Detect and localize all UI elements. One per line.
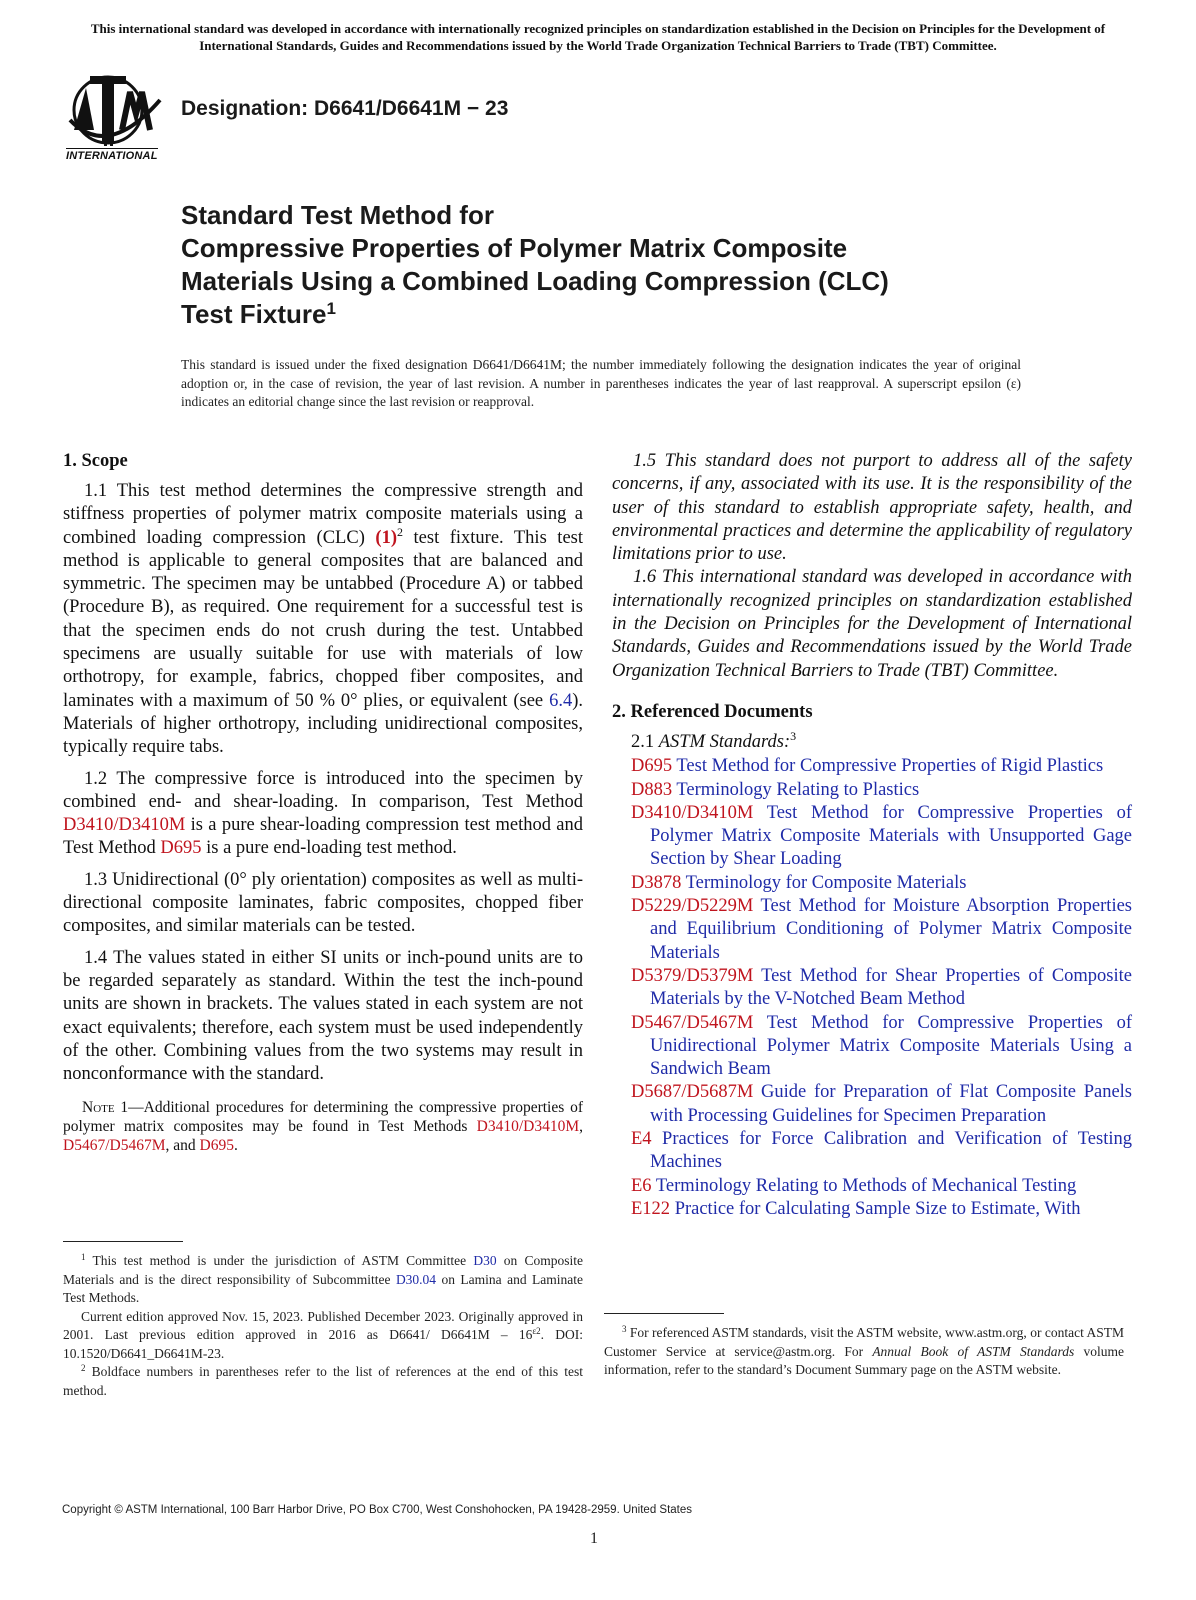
title-footnote-mark: 1 [326, 299, 336, 318]
scope-1-6: 1.6 This international standard was developed in accordance with internationally recognized principles on standardization established in the Decision on Principles for the Development of International Standards, Guides and Recommendations issued by the World Trade Organization Technical Barriers to Trade (TBT) Committee. [612, 567, 1132, 681]
link-d695[interactable]: D695 [160, 838, 202, 859]
reference-link-1[interactable]: (1) [375, 527, 397, 548]
footnote-divider-left [63, 1241, 183, 1242]
copyright: Copyright © ASTM International, 100 Barr Harbor Drive, PO Box C700, West Conshohocken, PA 19428-2959. United States [62, 1504, 693, 1516]
footnote-divider-right [604, 1313, 724, 1314]
left-column [63, 450, 583, 1155]
note-1: Note 1—Additional procedures for determining the compressive properties of polymer matrix composites may be found in Test Methods D3410/D3410M, D5467/D5467M, and D695. [63, 1099, 583, 1155]
edition-info: Current edition approved Nov. 15, 2023. Published December 2023. Originally approved in 2001. Last previous edition approved in 2016 as D6641/ $D6641M - 16^{\varepsilon 2}$. DOI: 10.1520/D6641_D6641M-23. [63, 1308, 583, 1361]
scope-1-4: 1.4 The values stated in either SI units or inch-pound units are to be regarded separately as standard. Within the test the inch-pound units are shown in brackets. The values stated in each system are not exact equivalents; therefore, each system must be used independently of the other. Combining values from the two systems may result in nonconformance with the standard. [63, 947, 583, 1085]
footnote-2: $^2$ Boldface numbers in parentheses refer to the list of references at the end of this test method. [63, 1363, 583, 1398]
ref-item[interactable]: D5379/D5379M Test Method for Shear Properties of Composite Materials by the V-Notched Beam Method [631, 965, 1132, 1010]
ref-item[interactable]: E4 Practices for Force Calibration and Verification of Testing Machines [631, 1129, 1132, 1173]
ref-item[interactable]: D5467/D5467M Test Method for Compressive Properties of Unidirectional Polymer Matrix Composite Materials Using a Sandwich Beam [631, 1012, 1132, 1080]
link-d3410[interactable]: D3410/D3410M [63, 815, 186, 836]
ref-item[interactable]: D3878 Terminology for Composite Materials [631, 872, 967, 893]
footnote-3: $^3$ For referenced ASTM standards, visit the ASTM website, www.astm.org, or contact ASTM Customer Service at service@astm.org. For Annual Book of ASTM Standards volume information, refer to the standard’s Document Summary page on the ASTM website. [604, 1324, 1124, 1377]
ref-item[interactable]: D5229/D5229M Test Method for Moisture Absorption Properties and Equilibrium Conditioning of Polymer Matrix Composite Materials [631, 896, 1132, 963]
link-d30[interactable]: D30 [473, 1253, 497, 1268]
title-line-1: Standard Test Method for [181, 200, 494, 230]
astm-standards-subheading: 2.1 ASTM Standards:$^3$ [631, 728, 797, 752]
link-d30-04[interactable]: D30.04 [395, 1271, 437, 1287]
referenced-heading: 2. Referenced Documents [612, 701, 813, 722]
footnote-1: $^1$ This test method is under the jurisdiction of ASTM Committee D30 on Composite Materials and is the direct responsibility of Subcommittee D30.04 on Lamina and Laminate Test Methods. [63, 1252, 584, 1305]
scope-1-3: 1.3 Unidirectional (0° ply orientation) composites as well as multi-directional composite laminates, fabric composites, chopped fiber composites, and similar materials can be tested. [63, 869, 583, 937]
document-title [181, 199, 1081, 331]
title-line-3: Materials Using a Combined Loading Compression (CLC) [181, 266, 889, 296]
ref-item[interactable]: D695 Test Method for Compressive Properties of Rigid Plastics [631, 756, 1104, 777]
note-link-d5467[interactable]: D5467/D5467M [63, 1137, 166, 1155]
note-link-d695[interactable]: D695 [199, 1137, 234, 1155]
scope-1-2: 1.2 The compressive force is introduced into the specimen by combined end- and shear-loading. In comparison, Test Method D3410/D3410M is a pure shear-loading compression test method and Test Method D695 is a pure end-loading test method. [63, 768, 583, 859]
right-column [612, 450, 1132, 1221]
title-line-2: Compressive Properties of Polymer Matrix Composite [181, 233, 848, 263]
astm-logo [64, 70, 168, 166]
ref-item[interactable]: D883 Terminology Relating to Plastics [631, 779, 920, 800]
scope-heading: 1. Scope [63, 451, 128, 471]
section-link-6-4[interactable]: 6.4 [549, 690, 573, 711]
scope-1-1: 1.1 This test method determines the compressive strength and stiffness properties of polymer matrix composite materials using a combined loading compression (CLC) $(1)^2$ test fixture. This test method is applicable to general composites that are balanced and symmetric. The specimen may be untabbed (Procedure A) or tabbed (Procedure B), as required. One requirement for a successful test is that the specimen ends do not crush during the test. Untabbed specimens are usually suitable for use with materials of low orthotropy, for example, fabrics, chopped fiber composites, and laminates with a maximum of 50 % 0° plies, or equivalent (see 6.4). Materials of higher orthotropy, including unidirectional composites, typically require tabs. [63, 481, 583, 758]
title-line-4: Test Fixture [181, 299, 327, 329]
footnotes-left [63, 1252, 583, 1400]
issue-statement: This standard is issued under the fixed designation D6641/D6641M; the number immediately following the designation indicates the year of original adoption or, in the case of revision, the year of last revision. A number in parentheses indicates the year of last reapproval. A superscript epsilon (ε) indicates an editorial change since the last revision or reapproval. [181, 357, 1021, 409]
ref-item[interactable]: E6 Terminology Relating to Methods of Mechanical Testing [631, 1175, 1077, 1196]
designation: Designation: D6641/D6641M − 23 [181, 97, 509, 120]
page-number: 1 [590, 1530, 598, 1547]
ref-item[interactable]: E122 Practice for Calculating Sample Size to Estimate, With [631, 1198, 1081, 1219]
referenced-list [612, 728, 1132, 1221]
note-link-d3410[interactable]: D3410/D3410M [476, 1118, 580, 1136]
scope-1-5: 1.5 This standard does not purport to address all of the safety concerns, if any, associated with its use. It is the responsibility of the user of this standard to establish appropriate safety, health, and environmental practices and determine the applicability of regulatory limitations prior to use. [612, 451, 1132, 565]
ref-item[interactable]: D5687/D5687M Guide for Preparation of Flat Composite Panels with Processing Guidelines for Specimen Preparation [631, 1082, 1132, 1126]
logo-subtitle: INTERNATIONAL [66, 150, 158, 162]
wto-notice: This international standard was developed in accordance with internationally recognized principles on standardization established in the Decision on Principles for the Development of International Standards, Guides and Recommendations issued by the World Trade Organization Technical Barriers to Trade (TBT) Committee. [90, 21, 1106, 53]
ref-item[interactable]: D3410/D3410M Test Method for Compressive Properties of Polymer Matrix Composite Materials with Unsupported Gage Section by Shear Loading [631, 802, 1132, 870]
